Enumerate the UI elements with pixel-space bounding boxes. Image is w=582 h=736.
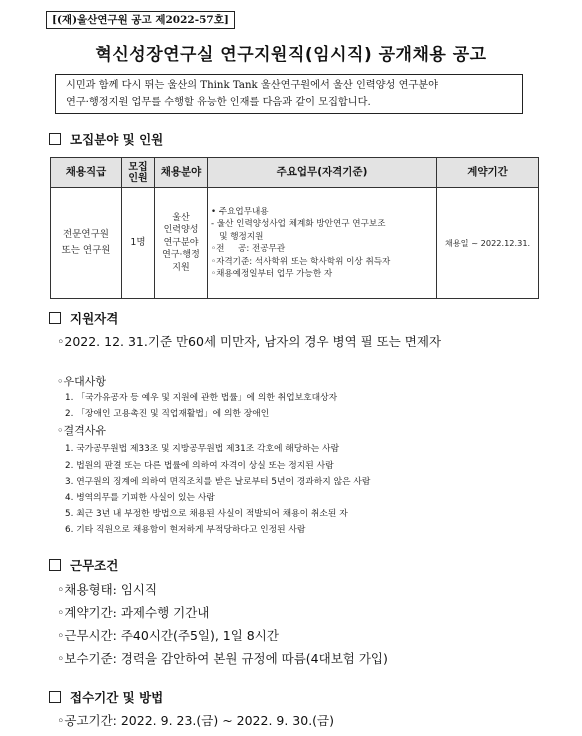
duty-line: 및 행정지원 xyxy=(211,231,264,242)
disqualification-title: ◦결격사유 xyxy=(57,424,106,437)
apply-period-line: ◦공고기간: 2022. 9. 23.(금) ~ 2022. 9. 30.(금) xyxy=(57,713,335,728)
cell-grade: 전문연구원 또는 연구원 xyxy=(51,188,122,299)
work-line: ◦보수기준: 경력을 감안하여 본원 규정에 따름(4대보험 가입) xyxy=(57,651,388,666)
checkbox-square-icon xyxy=(49,691,61,703)
list-item: 3. 연구원의 징계에 의하여 면직조치를 받은 날로부터 5년이 경과하지 않은 사람 xyxy=(65,477,371,487)
section-recruit-heading xyxy=(49,130,163,148)
duty-line: ◦자격기준: 석사학위 또는 학사학위 이상 취득자 xyxy=(211,256,391,267)
intro-box xyxy=(55,74,523,114)
section-title: 근무조건 xyxy=(70,558,119,573)
duty-line: ◦전 공: 전공무관 xyxy=(211,244,286,254)
duty-line: • 주요업무내용 xyxy=(211,206,269,217)
duty-line: - 울산 인력양성사업 체계화 방안연구 연구보조 xyxy=(211,219,386,229)
intro-line: 시민과 함께 다시 뛰는 울산의 Think Tank 울산연구원에서 울산 인력양성 연구분야 xyxy=(66,80,438,91)
intro-line: 연구·행정지원 업무를 수행할 유능한 인재를 다음과 같이 모집합니다. xyxy=(66,97,371,108)
section-title: 접수기간 및 방법 xyxy=(70,690,164,705)
duty-line: ◦채용예정일부터 업무 가능한 자 xyxy=(211,269,333,279)
cell-duties xyxy=(208,188,437,299)
cell-period: 채용일 ~ 2022.12.31. xyxy=(437,188,539,299)
list-item: 5. 최근 3년 내 부정한 방법으로 채용된 사실이 적발되어 채용이 취소된 자 xyxy=(65,509,348,519)
work-line: ◦계약기간: 과제수행 기간내 xyxy=(57,605,210,620)
notice-number: [(재)울산연구원 공고 제2022-57호] xyxy=(46,11,235,29)
work-line: ◦근무시간: 주40시간(주5일), 1일 8시간 xyxy=(57,628,279,643)
list-item: 2. 「장애인 고용촉진 및 직업재활법」에 의한 장애인 xyxy=(65,409,270,419)
header-period: 계약기간 xyxy=(437,158,539,188)
list-item: 1. 국가공무원법 제33조 및 지방공무원법 제31조 각호에 해당하는 사람 xyxy=(65,444,340,454)
page-title: 혁신성장연구실 연구지원직(임시직) 공개채용 공고 xyxy=(95,45,487,65)
preference-title: ◦우대사항 xyxy=(57,375,106,388)
header-grade: 채용직급 xyxy=(51,158,122,188)
work-line: ◦채용형태: 임시직 xyxy=(57,582,158,597)
checkbox-square-icon xyxy=(49,559,61,571)
table-row xyxy=(51,188,539,299)
cell-field: 울산 인력양성 연구분야 연구·행정 지원 xyxy=(155,188,208,299)
checkbox-square-icon xyxy=(49,312,61,324)
section-work-heading xyxy=(49,556,118,574)
list-item: 6. 기타 직원으로 채용함이 현저하게 부적당하다고 인정된 사람 xyxy=(65,525,306,535)
list-item: 1. 「국가유공자 등 예우 및 지원에 관한 법률」에 의한 취업보호대상자 xyxy=(65,393,338,403)
header-count: 모집 인원 xyxy=(122,158,155,188)
cell-count: 1명 xyxy=(122,188,155,299)
table-header-row xyxy=(51,158,539,188)
recruit-table xyxy=(50,157,539,299)
section-title: 모집분야 및 인원 xyxy=(70,132,164,147)
checkbox-square-icon xyxy=(49,133,61,145)
header-duties: 주요업무(자격기준) xyxy=(208,158,437,188)
section-title: 지원자격 xyxy=(70,311,119,326)
qualification-line: ◦2022. 12. 31.기준 만60세 미만자, 남자의 경우 병역 필 또는 면제자 xyxy=(57,334,442,349)
section-qualification-heading xyxy=(49,309,118,327)
header-field: 채용분야 xyxy=(155,158,208,188)
list-item: 2. 법원의 판결 또는 다른 법률에 의하여 자격이 상실 또는 정지된 사람 xyxy=(65,461,334,471)
section-apply-heading xyxy=(49,688,163,706)
list-item: 4. 병역의무를 기피한 사실이 있는 사람 xyxy=(65,493,215,503)
